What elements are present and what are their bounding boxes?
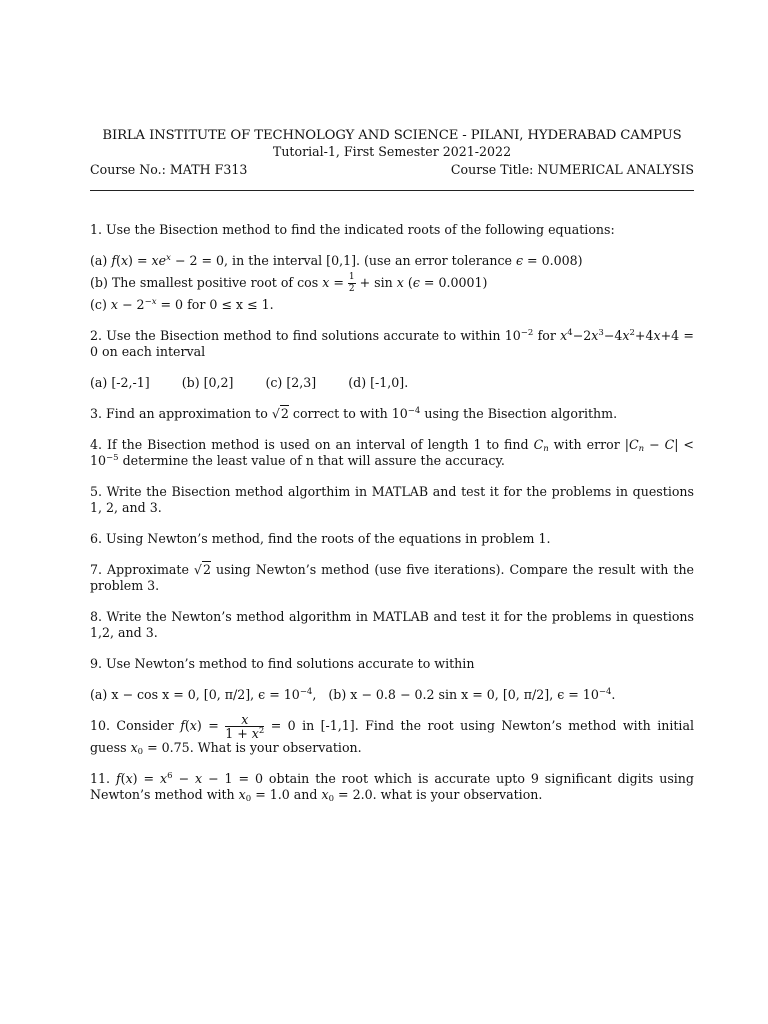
question-11: 11. $f(x) = x^6 - x - 1 = 0$ obtain the root which is accurate upto 9 significant digits using Newton’s method with $x_0 = 1.0$ and $x_0 = 2.0$. what is your observation. (90, 771, 694, 804)
tutorial-subtitle: Tutorial-1, First Semester 2021-2022 (272, 144, 512, 159)
question-4: 4. If the Bisection method is used on an interval of length 1 to find $C_n$ with error $|C_n - C| < 10^{-5}$ determine the least value of n that will assure the accuracy. (90, 437, 694, 468)
option-a: (a) [-2,-1] (90, 375, 150, 390)
question-1b: (b) The smallest positive root of cos x = $\frac{1}{2}$ + sin x (ϵ = 0.0001) (90, 272, 488, 294)
question-7: 7. Approximate √2 using Newton’s method (use five iterations). Compare the result with the problem 3. (90, 562, 695, 593)
course-info-row (90, 162, 694, 178)
question-5: 5. Write the Bisection method algorthim in MATLAB and test it for the problems in questions 1, 2, and 3. (90, 484, 694, 515)
question-2-options (90, 375, 694, 391)
question-3: 3. Find an approximation to √2 correct to with $10^{-4}$ using the Bisection algorithm. (90, 406, 618, 421)
question-6: 6. Using Newton’s method, find the roots of the equations in problem 1. (90, 531, 551, 546)
question-1c: (c) $x - 2^{-x} = 0$ for 0 ≤ x ≤ 1. (90, 297, 274, 312)
course-number: Course No.: MATH F313 (90, 162, 248, 177)
question-9-parts: (a) x − cos x = 0, [0, π/2], $\epsilon = 10^{-4}$, (b) x − 0.8 − 0.2 sin x = 0, [0, π/2], $\epsilon = 10^{-4}$. (90, 687, 616, 702)
option-d: (d) [-1,0]. (348, 375, 409, 390)
question-1a: (a) $f(x) = xe^x - 2 = 0$, in the interval [0,1]. (use an error tolerance ϵ = 0.008) (90, 253, 583, 268)
question-1-intro: 1. Use the Bisection method to find the indicated roots of the following equations: (90, 222, 615, 237)
course-title: Course Title: NUMERICAL ANALYSIS (450, 162, 694, 177)
question-9: 9. Use Newton’s method to find solutions accurate to within (90, 656, 475, 671)
question-2: 2. Use the Bisection method to find solutions accurate to within $10^{-2}$ for $x^4-2x^3-4x^2+4x+4 = 0$ on each interval (90, 328, 694, 359)
institute-title: BIRLA INSTITUTE OF TECHNOLOGY AND SCIENCE - PILANI, HYDERABAD CAMPUS (102, 128, 682, 143)
option-b: (b) [0,2] (181, 375, 234, 390)
header-divider (90, 190, 694, 191)
option-c: (c) [2,3] (265, 375, 317, 390)
question-8: 8. Write the Newton’s method algorithm in MATLAB and test it for the problems in questions 1,2, and 3. (90, 609, 694, 640)
question-10: 10. Consider f(x) = $\frac{x}{1 + x^2}$ = 0 in [-1,1]. Find the root using Newton’s method with initial guess $x_0 = 0.75$. What is your observation. (90, 712, 694, 757)
tutorial-sheet (90, 128, 694, 803)
